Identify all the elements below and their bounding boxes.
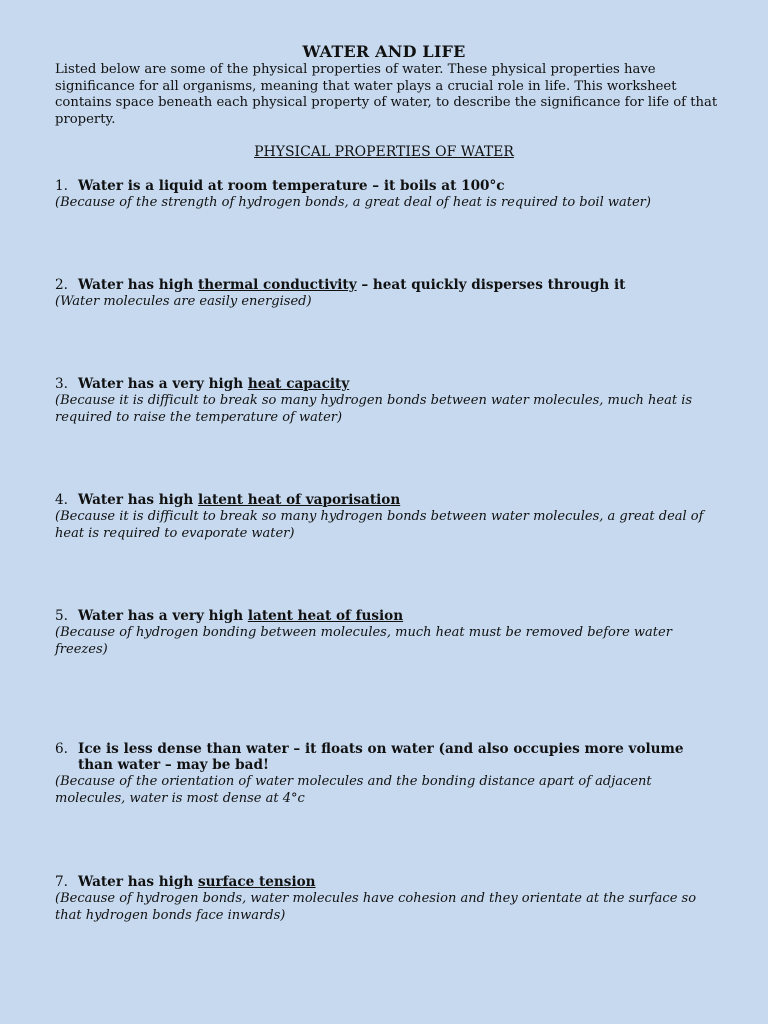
section-subtitle: PHYSICAL PROPERTIES OF WATER [254, 144, 514, 160]
property-text-after: – heat quickly disperses through it [356, 277, 626, 293]
property-number: 5. [55, 608, 68, 624]
property-text: Water is a liquid at room temperature – it boils at 100°c [78, 178, 505, 194]
property-heading [55, 492, 720, 508]
property-number: 3. [55, 376, 68, 392]
property-number: 2. [55, 277, 68, 293]
page-title: WATER AND LIFE [302, 42, 466, 61]
property-heading [55, 608, 720, 624]
property-number: 6. [55, 741, 68, 757]
property-number: 4. [55, 492, 68, 508]
property-term: latent heat of vaporisation [197, 492, 401, 508]
property-explanation: (Because of hydrogen bonding between molecules, much heat must be removed before water freezes) [55, 625, 672, 657]
property-text: Water has high [78, 277, 198, 293]
property-explanation: (Because of the strength of hydrogen bonds, a great deal of heat is required to boil water) [55, 195, 651, 210]
property-term: thermal conductivity [197, 277, 357, 293]
property-text: Water has high [78, 874, 198, 890]
property-term: surface tension [197, 874, 316, 890]
property-text: Water has high [78, 492, 198, 508]
property-item-4 [55, 492, 720, 542]
property-heading [55, 741, 720, 773]
property-item-1 [55, 178, 720, 212]
property-text: Water has a very high [78, 608, 248, 624]
property-explanation: (Water molecules are easily energised) [55, 294, 312, 309]
property-heading [55, 178, 720, 194]
property-term: heat capacity [247, 376, 350, 392]
property-item-3 [55, 376, 720, 426]
property-explanation: (Because it is difficult to break so many hydrogen bonds between water molecules, much heat is required to raise the temperature of water) [55, 393, 693, 425]
property-heading [55, 874, 720, 890]
property-item-2 [55, 277, 720, 311]
property-explanation: (Because of hydrogen bonds, water molecules have cohesion and they orientate at the surface so that hydrogen bonds face inwards) [55, 891, 697, 923]
property-item-7 [55, 874, 720, 924]
property-text: Water has a very high [78, 376, 248, 392]
property-number: 1. [55, 178, 68, 194]
property-explanation: (Because it is difficult to break so many hydrogen bonds between water molecules, a great deal of heat is required to evaporate water) [55, 509, 704, 541]
property-heading [55, 376, 720, 392]
property-number: 7. [55, 874, 68, 890]
property-term: latent heat of fusion [247, 608, 404, 624]
property-heading [55, 277, 720, 293]
intro-paragraph: Listed below are some of the physical properties of water. These physical properties have significance for all organisms, meaning that water plays a crucial role in life. This worksheet contains space beneath each physical property of water, to describe the significance for life of that property. [55, 62, 718, 127]
property-text: Ice is less dense than water – it floats on water (and also occupies more volume than water – may be bad! [78, 741, 684, 773]
property-explanation: (Because of the orientation of water molecules and the bonding distance apart of adjacent molecules, water is most dense at 4°c [55, 774, 652, 806]
property-item-6 [55, 741, 720, 807]
property-item-5 [55, 608, 720, 658]
